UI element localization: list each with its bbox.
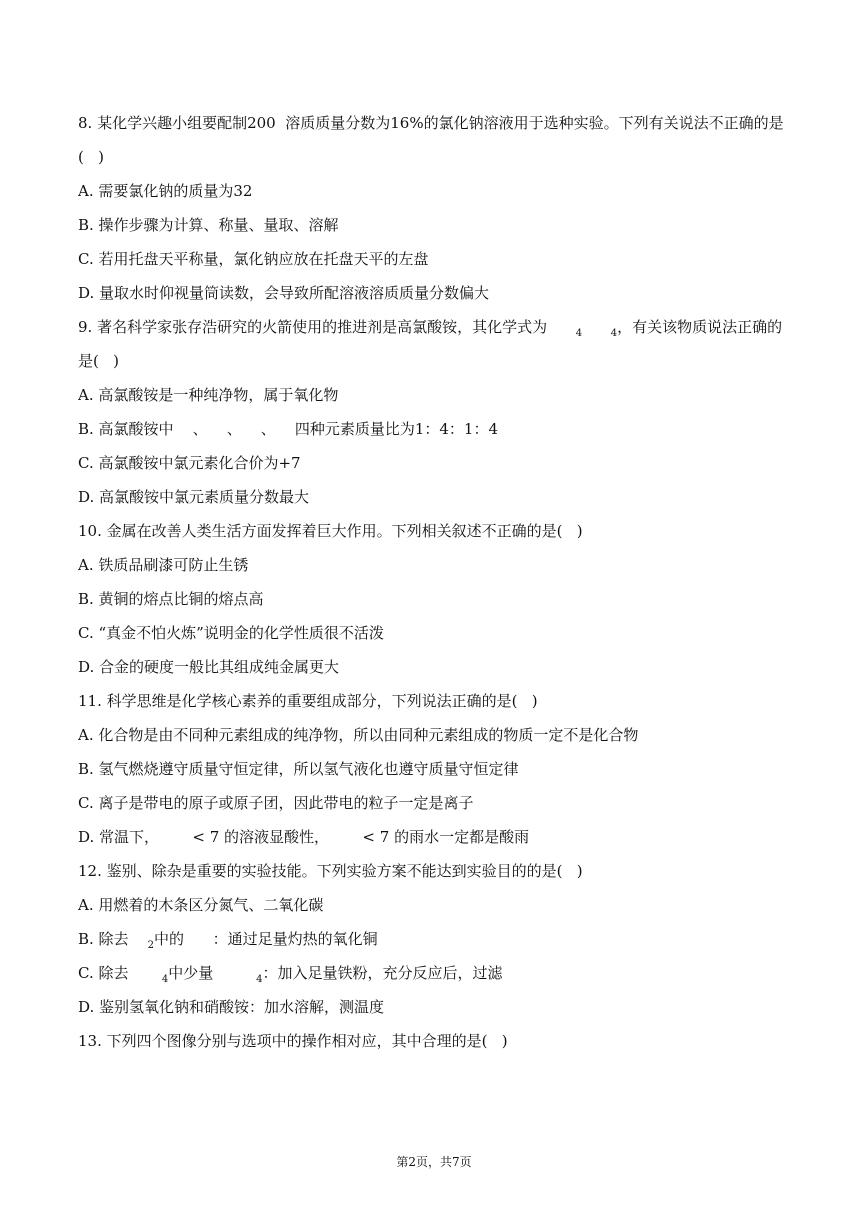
- question-line: C. “真金不怕火炼”说明金的化学性质很不活泼: [78, 624, 384, 642]
- question-line: D. 量取水时仰视量筒读数，会导致所配溶液溶质质量分数偏大: [78, 284, 490, 302]
- question-line: 是( ): [78, 352, 120, 370]
- question-line: B. 氢气燃烧遵守质量守恒定律，所以氢气液化也遵守质量守恒定律: [78, 760, 519, 778]
- question-stem: 11. 科学思维是化学核心素养的重要组成部分，下列说法正确的是( ): [78, 692, 538, 710]
- formula-subscript: 4: [610, 328, 618, 339]
- question-stem: 10. 金属在改善人类生活方面发挥着巨大作用。下列相关叙述不正确的是( ): [78, 522, 583, 540]
- question-stem: 8. 某化学兴趣小组要配制200 溶质质量分数为16%的氯化钠溶液用于选种实验。下列有关说法不正确的是: [78, 114, 784, 132]
- question-stem: 13. 下列四个图像分别与选项中的操作相对应，其中合理的是( ): [78, 1032, 508, 1050]
- question-line: A. 用燃着的木条区分氮气、二氧化碳: [78, 896, 324, 914]
- question-line: [78, 922, 800, 956]
- line-text: B. 除去: [78, 930, 148, 948]
- line-text: 中的 ：通过足量灼热的氧化铜: [154, 930, 378, 948]
- line-text: ：加入足量铁粉，充分反应后，过滤: [262, 964, 503, 982]
- line-text: 中少量: [168, 964, 257, 982]
- question-block: [78, 514, 800, 684]
- question-stem: 12. 鉴别、除杂是重要的实验技能。下列实验方案不能达到实验目的的是( ): [78, 862, 583, 880]
- line-text: 9. 著名科学家张存浩研究的火箭使用的推进剂是高氯酸铵，其化学式为: [78, 318, 576, 336]
- question-block: [78, 684, 800, 854]
- question-line: D. 常温下， < 7 的溶液显酸性， < 7 的雨水一定都是酸雨: [78, 828, 530, 846]
- question-line: ( ): [78, 148, 105, 166]
- question-line: D. 合金的硬度一般比其组成纯金属更大: [78, 658, 340, 676]
- line-text: [582, 318, 611, 336]
- question-line: A. 需要氯化钠的质量为32: [78, 182, 253, 200]
- page-footer: 第2页，共7页: [396, 1155, 472, 1169]
- question-line: [78, 956, 800, 990]
- question-block: [78, 106, 800, 310]
- question-block: [78, 854, 800, 1024]
- formula-subscript: 2: [147, 940, 155, 951]
- question-block: [78, 1024, 800, 1058]
- question-line: A. 化合物是由不同种元素组成的纯净物，所以由同种元素组成的物质一定不是化合物: [78, 726, 639, 744]
- formula-subscript: 4: [161, 974, 169, 985]
- question-line: A. 铁质品刷漆可防止生锈: [78, 556, 249, 574]
- question-line: C. 离子是带电的原子或原子团，因此带电的粒子一定是离子: [78, 794, 474, 812]
- question-line: D. 高氯酸铵中氯元素质量分数最大: [78, 488, 310, 506]
- question-line: D. 鉴别氢氧化钠和硝酸铵：加水溶解，测温度: [78, 998, 385, 1016]
- question-line: B. 黄铜的熔点比铜的熔点高: [78, 590, 264, 608]
- line-text: ，有关该物质说法正确的: [617, 318, 783, 336]
- question-line: B. 高氯酸铵中 、 、 、 四种元素质量比为1：4：1：4: [78, 420, 499, 438]
- question-list: [78, 106, 800, 1058]
- question-block: [78, 310, 800, 514]
- formula-subscript: 4: [256, 974, 263, 985]
- question-line: A. 高氯酸铵是一种纯净物，属于氧化物: [78, 386, 339, 404]
- question-line: C. 高氯酸铵中氯元素化合价为+7: [78, 454, 301, 472]
- question-stem: [78, 310, 800, 344]
- question-line: C. 若用托盘天平称量，氯化钠应放在托盘天平的左盘: [78, 250, 429, 268]
- question-line: B. 操作步骤为计算、称量、量取、溶解: [78, 216, 339, 234]
- formula-subscript: 4: [575, 328, 583, 339]
- line-text: C. 除去: [78, 964, 162, 982]
